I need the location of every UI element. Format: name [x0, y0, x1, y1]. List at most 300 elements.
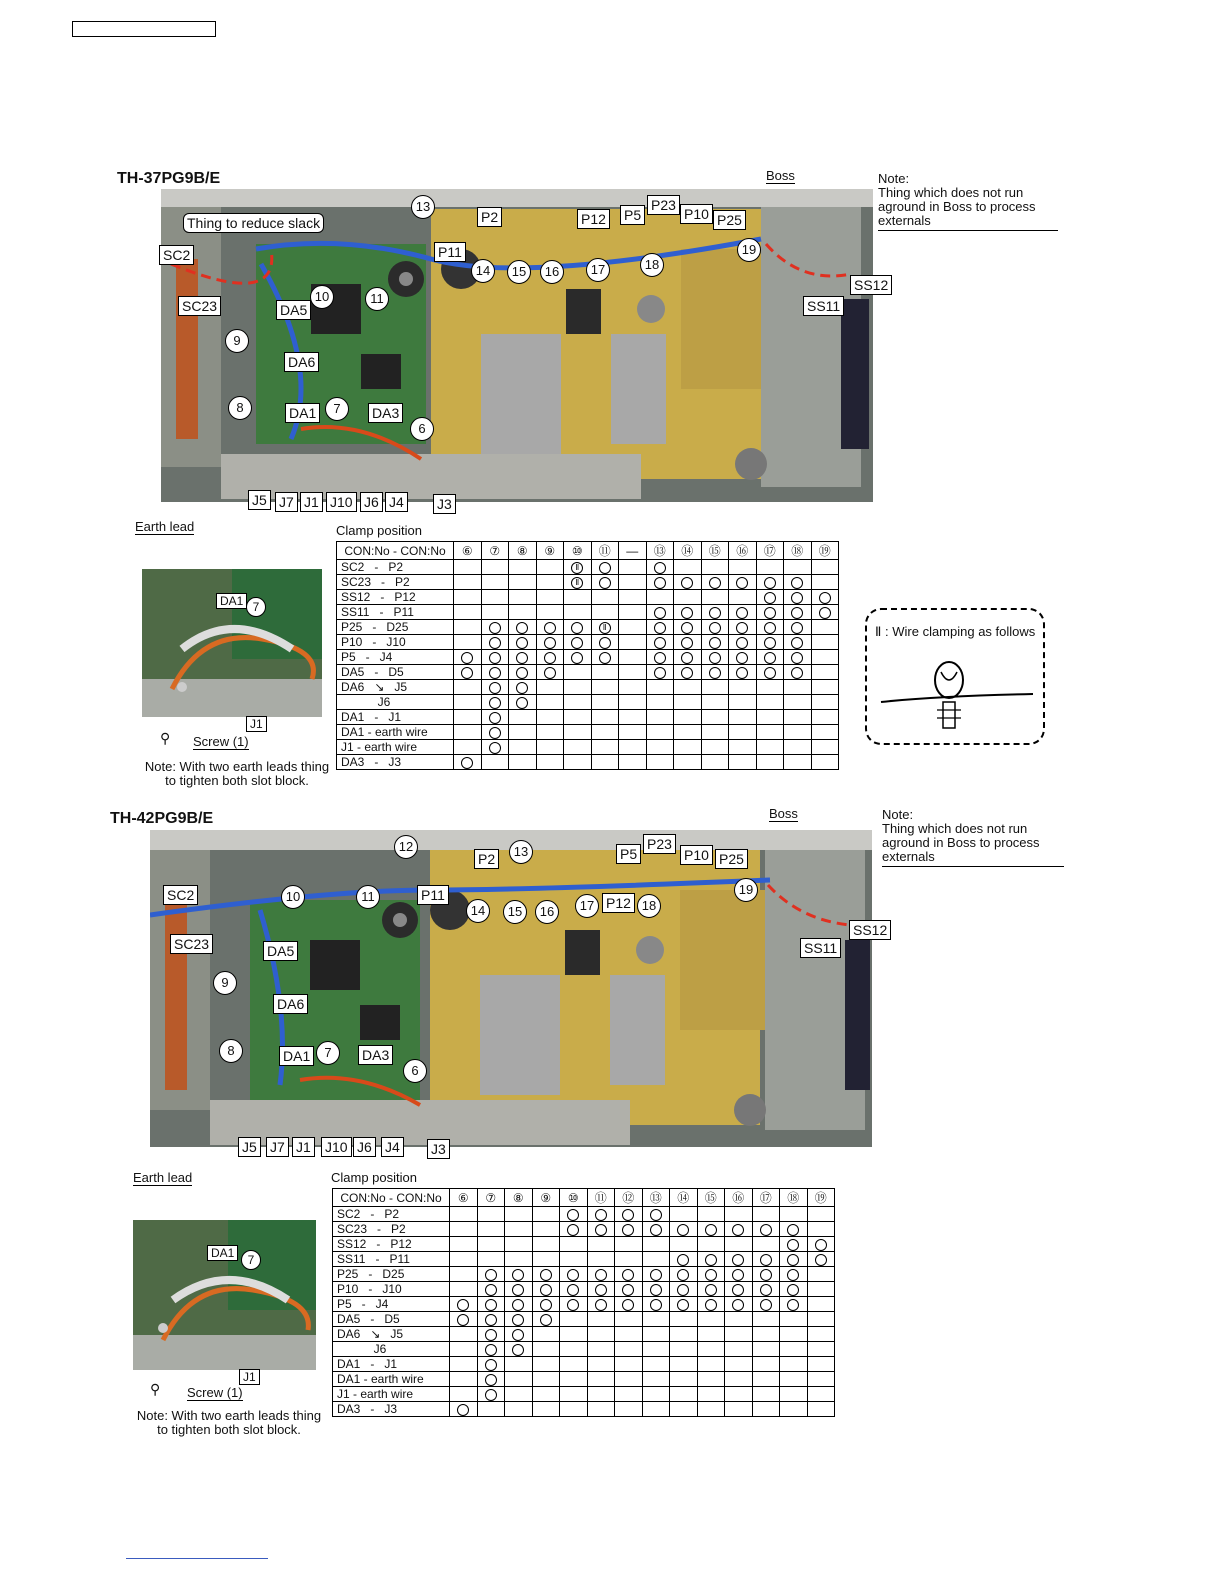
clamp-mark-circle	[540, 1284, 552, 1296]
clamp-mark-circle	[457, 1404, 469, 1416]
clamp-cell	[587, 1282, 615, 1297]
clamp-cell	[729, 635, 757, 650]
clamp-cell	[729, 590, 757, 605]
clamp-title-2: Clamp position	[331, 1170, 417, 1185]
connector-tag-p25: P25	[713, 210, 746, 230]
earth-lead-label-1: Earth lead	[135, 519, 195, 534]
clamp-cell	[454, 755, 482, 770]
clamp-mark-circle	[677, 1224, 689, 1236]
clamp-cell	[780, 1267, 808, 1282]
clamp-cell	[481, 575, 509, 590]
clamp-mark-circle	[705, 1284, 717, 1296]
clamp-cell	[642, 1222, 670, 1237]
clamp-cell	[591, 710, 619, 725]
row-connection-label: SC23 - P2	[333, 1222, 450, 1237]
clamp-cell	[674, 725, 702, 740]
clamp-cell	[532, 1282, 560, 1297]
clamp-cell	[811, 665, 839, 680]
clamp-cell	[725, 1237, 753, 1252]
clamp-cell	[532, 1207, 560, 1222]
clamp-cell	[509, 680, 537, 695]
connector-tag-da6: DA6	[284, 352, 319, 372]
clamp-cell	[481, 605, 509, 620]
clamp-mark-circle	[516, 697, 528, 709]
clamp-cell	[454, 620, 482, 635]
clamp-cell	[674, 665, 702, 680]
clamp-cell	[505, 1207, 533, 1222]
clamp-mark-circle	[819, 592, 831, 604]
clamp-cell	[454, 695, 482, 710]
clamp-cell	[536, 575, 564, 590]
clamp-cell	[752, 1327, 780, 1342]
clamp-cell	[642, 1252, 670, 1267]
clamp-cell	[509, 650, 537, 665]
clamp-cell	[477, 1387, 505, 1402]
clamp-cell	[615, 1297, 643, 1312]
clamp-cell	[642, 1297, 670, 1312]
clamp-mark-circle	[544, 637, 556, 649]
clamp-cell	[756, 560, 784, 575]
footer-line	[126, 1558, 268, 1559]
clamp-mark-circle	[567, 1299, 579, 1311]
clamp-mark-circle	[732, 1269, 744, 1281]
clamp-mark-circle	[732, 1284, 744, 1296]
clamp-mark-circle	[791, 652, 803, 664]
clamp-cell	[477, 1252, 505, 1267]
clamp-cell	[454, 725, 482, 740]
table-header-clamp: ⑯	[725, 1189, 753, 1207]
table-row	[337, 650, 839, 665]
header-box	[72, 21, 216, 37]
clamp-cell	[564, 695, 592, 710]
clamp-cell	[811, 710, 839, 725]
clamp-cell	[536, 695, 564, 710]
clamp-cell	[591, 650, 619, 665]
clamp-mark-circle	[654, 577, 666, 589]
clamp-cell	[811, 725, 839, 740]
clamp-cell	[564, 650, 592, 665]
clamp-mark-circle	[681, 667, 693, 679]
table-row	[337, 710, 839, 725]
clamp-cell	[646, 560, 674, 575]
clamp-number-17-2: 17	[575, 894, 599, 918]
clamp-cell	[642, 1342, 670, 1357]
clamp-cell	[536, 710, 564, 725]
clamp-cell	[481, 755, 509, 770]
clamp-cell	[564, 710, 592, 725]
clamp-cell	[784, 635, 812, 650]
clamp-mark-special: Ⅱ	[599, 622, 611, 634]
clamp-cell	[756, 620, 784, 635]
clamp-cell	[509, 575, 537, 590]
clamp-cell	[697, 1312, 725, 1327]
clamp-cell	[560, 1297, 588, 1312]
table-row	[333, 1342, 835, 1357]
connector-tag-da1: DA1	[285, 403, 320, 423]
clamp-cell	[646, 650, 674, 665]
row-connection-label: P10 - J10	[333, 1282, 450, 1297]
clamp-mark-circle	[705, 1299, 717, 1311]
table-row	[333, 1282, 835, 1297]
clamp-cell	[701, 680, 729, 695]
clamp-cell	[674, 650, 702, 665]
clamp-cell	[509, 620, 537, 635]
clamp-cell	[807, 1237, 835, 1252]
connector-tag-p2-2: P2	[474, 849, 499, 869]
clamp-number-11-2: 11	[356, 885, 380, 909]
clamp-number-10: 10	[310, 285, 334, 309]
table-header-clamp: ⑧	[509, 542, 537, 560]
clamp-cell	[619, 740, 647, 755]
connector-tag-p12: P12	[577, 209, 610, 229]
connector-tag-da1-2: DA1	[279, 1046, 314, 1066]
clamp-mark-circle	[764, 577, 776, 589]
clamp-cell	[619, 575, 647, 590]
table-row	[333, 1267, 835, 1282]
clamp-cell	[509, 695, 537, 710]
connector-tag-sc2-2: SC2	[163, 885, 198, 905]
clamp-cell	[752, 1372, 780, 1387]
clamp-cell	[642, 1327, 670, 1342]
clamp-cell	[505, 1252, 533, 1267]
clamp-cell	[811, 605, 839, 620]
clamp-mark-circle	[815, 1254, 827, 1266]
clamp-table-2	[332, 1188, 835, 1417]
clamp-mark-circle	[650, 1299, 662, 1311]
clamp-cell	[454, 680, 482, 695]
clamp-cell	[619, 590, 647, 605]
clamp-cell	[646, 620, 674, 635]
clamp-mark-circle	[764, 667, 776, 679]
clamp-cell	[477, 1372, 505, 1387]
clamp-mark-circle	[544, 652, 556, 664]
clamp-cell	[701, 650, 729, 665]
clamp-cell	[560, 1312, 588, 1327]
clamp-cell	[477, 1222, 505, 1237]
inset-clamp-7-2: 7	[241, 1250, 261, 1270]
clamp-cell	[505, 1312, 533, 1327]
clamp-cell	[481, 740, 509, 755]
inset-tag-da1-2: DA1	[207, 1245, 238, 1261]
clamp-cell	[646, 695, 674, 710]
clamp-cell	[725, 1402, 753, 1417]
clamp-cell	[642, 1207, 670, 1222]
clamp-mark-circle	[760, 1299, 772, 1311]
clamp-mark-circle	[567, 1269, 579, 1281]
clamp-cell	[725, 1297, 753, 1312]
row-connection-label: SC2 - P2	[333, 1207, 450, 1222]
clamp-cell	[505, 1387, 533, 1402]
clamp-mark-circle	[489, 712, 501, 724]
connector-tag-sc23-2: SC23	[170, 934, 213, 954]
clamp-cell	[670, 1252, 698, 1267]
clamp-cell	[505, 1357, 533, 1372]
clamp-cell	[752, 1342, 780, 1357]
clamp-mark-circle	[516, 682, 528, 694]
clamp-mark-circle	[654, 622, 666, 634]
clamp-cell	[646, 665, 674, 680]
clamp-cell	[615, 1357, 643, 1372]
wire-clamp-note: Ⅱ : Wire clamping as follows	[875, 624, 1036, 639]
clamp-mark-circle	[489, 742, 501, 754]
clamp-number-14: 14	[471, 259, 495, 283]
connector-tag-sc2: SC2	[159, 245, 194, 265]
clamp-mark-circle	[791, 622, 803, 634]
clamp-cell	[752, 1357, 780, 1372]
clamp-mark-circle	[709, 652, 721, 664]
clamp-mark-circle	[764, 652, 776, 664]
table-header-clamp: ⑫	[615, 1189, 643, 1207]
clamp-mark-circle	[622, 1284, 634, 1296]
clamp-mark-circle	[485, 1359, 497, 1371]
clamp-cell	[756, 755, 784, 770]
clamp-cell	[454, 560, 482, 575]
table-row	[333, 1237, 835, 1252]
clamp-cell	[505, 1327, 533, 1342]
clamp-cell	[784, 590, 812, 605]
table-header-clamp: ⑭	[674, 542, 702, 560]
connector-tag-da3-2: DA3	[358, 1045, 393, 1065]
clamp-mark-circle	[736, 667, 748, 679]
clamp-number-18: 18	[640, 253, 664, 277]
clamp-cell	[752, 1387, 780, 1402]
clamp-cell	[729, 725, 757, 740]
clamp-cell	[670, 1387, 698, 1402]
clamp-cell	[532, 1357, 560, 1372]
earth-lead-photo-1	[142, 569, 322, 717]
clamp-mark-circle	[815, 1239, 827, 1251]
clamp-cell	[481, 635, 509, 650]
row-connection-label: DA6 ↘ J5	[337, 680, 454, 695]
clamp-cell	[564, 680, 592, 695]
screw-label-2: Screw (1)	[187, 1385, 243, 1400]
clamp-cell	[509, 725, 537, 740]
clamp-mark-circle	[516, 622, 528, 634]
clamp-cell	[615, 1342, 643, 1357]
clamp-mark-circle	[736, 637, 748, 649]
clamp-cell	[674, 620, 702, 635]
clamp-cell	[784, 695, 812, 710]
clamp-cell	[670, 1372, 698, 1387]
clamp-title-1: Clamp position	[336, 523, 422, 538]
clamp-cell	[670, 1267, 698, 1282]
clamp-cell	[670, 1237, 698, 1252]
clamp-cell	[587, 1402, 615, 1417]
clamp-mark-circle	[540, 1269, 552, 1281]
clamp-mark-circle	[489, 667, 501, 679]
clamp-cell	[587, 1327, 615, 1342]
clamp-cell	[697, 1222, 725, 1237]
clamp-cell	[619, 620, 647, 635]
clamp-mark-circle	[760, 1284, 772, 1296]
connector-tag-da3: DA3	[368, 403, 403, 423]
row-connection-label: J1 - earth wire	[333, 1387, 450, 1402]
row-connection-label: DA5 - D5	[333, 1312, 450, 1327]
clamp-cell	[454, 575, 482, 590]
clamp-mark-circle	[512, 1314, 524, 1326]
clamp-mark-circle	[677, 1299, 689, 1311]
clamp-mark-circle	[457, 1314, 469, 1326]
connector-tag-j5-2: J5	[238, 1137, 261, 1157]
clamp-cell	[670, 1207, 698, 1222]
clamp-cell	[509, 605, 537, 620]
table-header-clamp: ⑪	[591, 542, 619, 560]
clamp-cell	[532, 1222, 560, 1237]
clamp-cell	[697, 1372, 725, 1387]
clamp-mark-circle	[787, 1224, 799, 1236]
clamp-mark-special: Ⅱ	[571, 577, 583, 589]
clamp-mark-circle	[760, 1269, 772, 1281]
clamp-cell	[725, 1222, 753, 1237]
table-header-clamp: —	[619, 542, 647, 560]
clamp-cell	[560, 1237, 588, 1252]
slack-callout-1: Thing to reduce slack	[183, 213, 324, 233]
clamp-cell	[564, 755, 592, 770]
screw-label-1: Screw (1)	[193, 734, 249, 749]
clamp-mark-circle	[485, 1374, 497, 1386]
clamp-cell	[697, 1237, 725, 1252]
clamp-cell	[670, 1342, 698, 1357]
clamp-mark-circle	[485, 1344, 497, 1356]
clamp-cell	[615, 1267, 643, 1282]
clamp-cell	[481, 710, 509, 725]
clamp-cell	[807, 1297, 835, 1312]
clamp-cell	[780, 1237, 808, 1252]
clamp-cell	[780, 1312, 808, 1327]
clamp-mark-circle	[791, 637, 803, 649]
clamp-cell	[642, 1402, 670, 1417]
connector-tag-j1-2: J1	[292, 1137, 315, 1157]
clamp-mark-circle	[732, 1299, 744, 1311]
clamp-cell	[509, 635, 537, 650]
clamp-cell	[587, 1267, 615, 1282]
connector-tag-j3-2: J3	[427, 1139, 450, 1159]
clamp-mark-circle	[571, 622, 583, 634]
clamp-cell	[505, 1282, 533, 1297]
table-header-clamp: ⑥	[450, 1189, 478, 1207]
connector-tag-da5: DA5	[276, 300, 311, 320]
clamp-cell	[509, 560, 537, 575]
clamp-mark-circle	[540, 1314, 552, 1326]
clamp-mark-circle	[457, 1299, 469, 1311]
clamp-cell	[564, 635, 592, 650]
clamp-cell	[532, 1372, 560, 1387]
clamp-cell	[752, 1207, 780, 1222]
connector-tag-da5-2: DA5	[263, 941, 298, 961]
clamp-cell	[564, 560, 592, 575]
clamp-cell	[481, 725, 509, 740]
clamp-mark-circle	[791, 592, 803, 604]
clamp-cell	[780, 1207, 808, 1222]
clamp-cell	[591, 620, 619, 635]
screw-icon-2: ⚲	[150, 1381, 161, 1397]
clamp-cell	[646, 725, 674, 740]
clamp-mark-circle	[516, 667, 528, 679]
table-header-clamp: ⑨	[536, 542, 564, 560]
clamp-cell	[697, 1387, 725, 1402]
clamp-cell	[587, 1312, 615, 1327]
clamp-cell	[591, 575, 619, 590]
clamp-cell	[756, 695, 784, 710]
clamp-cell	[729, 695, 757, 710]
clamp-cell	[811, 620, 839, 635]
clamp-cell	[450, 1237, 478, 1252]
clamp-cell	[560, 1207, 588, 1222]
clamp-cell	[591, 695, 619, 710]
clamp-mark-circle	[650, 1224, 662, 1236]
connector-tag-j4: J4	[385, 492, 408, 512]
connector-tag-p11: P11	[434, 242, 466, 262]
clamp-cell	[674, 575, 702, 590]
clamp-cell	[697, 1252, 725, 1267]
connector-tag-p23-2: P23	[643, 834, 676, 854]
clamp-cell	[807, 1312, 835, 1327]
clamp-cell	[532, 1267, 560, 1282]
clamp-mark-circle	[705, 1269, 717, 1281]
clamp-cell	[780, 1387, 808, 1402]
connector-tag-j7-2: J7	[266, 1137, 289, 1157]
clamp-number-9: 9	[225, 329, 249, 353]
clamp-mark-circle	[567, 1209, 579, 1221]
clamp-cell	[454, 740, 482, 755]
row-connection-label: P5 - J4	[333, 1297, 450, 1312]
clamp-mark-circle	[681, 607, 693, 619]
clamp-mark-circle	[599, 577, 611, 589]
clamp-cell	[670, 1282, 698, 1297]
clamp-cell	[670, 1327, 698, 1342]
clamp-cell	[701, 695, 729, 710]
wire-clamp-drawing	[877, 658, 1033, 738]
clamp-cell	[587, 1207, 615, 1222]
clamp-cell	[564, 725, 592, 740]
row-connection-label: P25 - D25	[337, 620, 454, 635]
clamp-cell	[780, 1252, 808, 1267]
clamp-number-8-2: 8	[219, 1039, 243, 1063]
clamp-cell	[587, 1357, 615, 1372]
clamp-cell	[505, 1267, 533, 1282]
clamp-cell	[725, 1312, 753, 1327]
clamp-mark-circle	[544, 622, 556, 634]
clamp-cell	[481, 620, 509, 635]
clamp-mark-circle	[650, 1209, 662, 1221]
clamp-mark-circle	[732, 1224, 744, 1236]
connector-tag-p12-2: P12	[602, 893, 635, 913]
clamp-cell	[646, 605, 674, 620]
clamp-mark-circle	[681, 637, 693, 649]
clamp-cell	[729, 665, 757, 680]
clamp-cell	[670, 1222, 698, 1237]
clamp-cell	[729, 740, 757, 755]
clamp-mark-circle	[512, 1299, 524, 1311]
clamp-cell	[811, 680, 839, 695]
row-connection-label: SS11 - P11	[337, 605, 454, 620]
table-header-connection: CON:No - CON:No	[337, 542, 454, 560]
row-connection-label: DA1 - earth wire	[333, 1372, 450, 1387]
clamp-cell	[450, 1222, 478, 1237]
clamp-cell	[807, 1387, 835, 1402]
clamp-cell	[532, 1252, 560, 1267]
clamp-cell	[811, 575, 839, 590]
table-row	[337, 575, 839, 590]
clamp-cell	[701, 665, 729, 680]
clamp-table-1	[336, 541, 839, 770]
clamp-cell	[674, 755, 702, 770]
clamp-mark-circle	[595, 1299, 607, 1311]
table-row	[333, 1387, 835, 1402]
clamp-mark-circle	[736, 652, 748, 664]
clamp-mark-circle	[622, 1299, 634, 1311]
table-header-clamp: ⑩	[564, 542, 592, 560]
